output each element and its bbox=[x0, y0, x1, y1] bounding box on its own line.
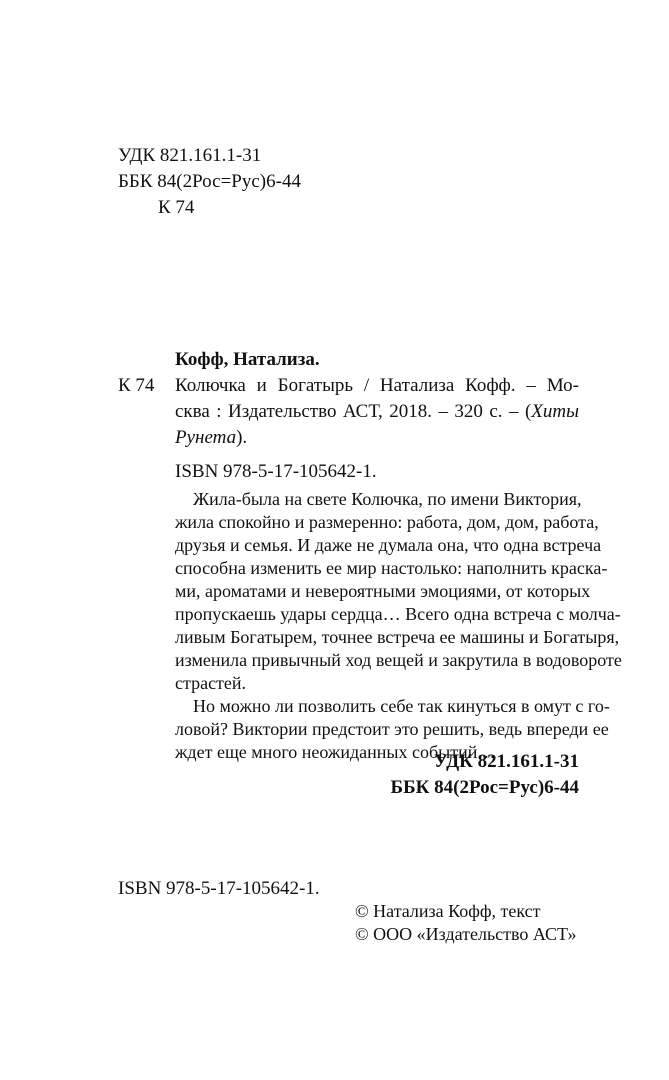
annotation-paragraph-1 bbox=[175, 488, 622, 695]
annotation-line: пропускаешь удары сердца… Всего одна встреча с молча- bbox=[175, 604, 621, 624]
copyright-publisher: © ООО «Издательство АСТ» bbox=[355, 924, 577, 944]
annotation-line: Но можно ли позволить себе так кинуться в омут с го- bbox=[193, 696, 610, 716]
copyright-block bbox=[355, 900, 577, 946]
entry-isbn: ISBN 978-5-17-105642-1. bbox=[175, 461, 377, 482]
entry-author: Кофф, Натализа. bbox=[175, 349, 320, 370]
series-name: Рунета bbox=[175, 427, 237, 448]
annotation-line: способна изменить ее мир настолько: наполнить краска- bbox=[175, 558, 608, 578]
bottom-classification bbox=[300, 749, 579, 801]
author-mark: К 74 bbox=[158, 197, 195, 218]
series-name: Хиты bbox=[531, 401, 579, 422]
annotation-line: друзья и семья. И даже не думала она, что одна встреча bbox=[175, 535, 602, 555]
udk-code: УДК 821.161.1-31 bbox=[118, 145, 262, 166]
copyright-author: © Натализа Кофф, текст bbox=[355, 901, 541, 921]
bbk-code: ББК 84(2Рос=Рус)6-44 bbox=[118, 171, 301, 192]
bbk-code-bold: ББК 84(2Рос=Рус)6-44 bbox=[390, 777, 579, 798]
annotation-line: ждет еще много неожиданных событий… bbox=[175, 742, 496, 762]
annotation-line: жила спокойно и размеренно: работа, дом, дом, работа, bbox=[175, 512, 599, 532]
annotation-line: ловой? Виктории предстоит это решить, ведь впереди ее bbox=[175, 719, 609, 739]
annotation-line: изменила привычный ход вещей и закрутила в водовороте bbox=[175, 650, 622, 670]
entry-description bbox=[175, 373, 579, 451]
annotation bbox=[175, 488, 622, 764]
entry-title-line: Колючка и Богатырь / Натализа Кофф. – Мо- bbox=[175, 375, 579, 396]
top-classification bbox=[118, 143, 301, 221]
entry-title-line: Рунета). bbox=[175, 427, 248, 448]
annotation-line: ми, ароматами и невероятными эмоциями, от которых bbox=[175, 581, 591, 601]
annotation-line: ливым Богатырем, точнее встреча ее машины и Богатыря, bbox=[175, 627, 620, 647]
udk-code-bold: УДК 821.161.1-31 bbox=[434, 751, 579, 772]
entry-title-line: сква : Издательство АСТ, 2018. – 320 с. – (Хиты bbox=[175, 401, 579, 422]
annotation-line: Жила-была на свете Колючка, по имени Виктория, bbox=[193, 489, 582, 509]
entry-mark: К 74 bbox=[118, 375, 155, 396]
annotation-line: страстей. bbox=[175, 673, 247, 693]
bottom-isbn: ISBN 978-5-17-105642-1. bbox=[118, 878, 320, 899]
